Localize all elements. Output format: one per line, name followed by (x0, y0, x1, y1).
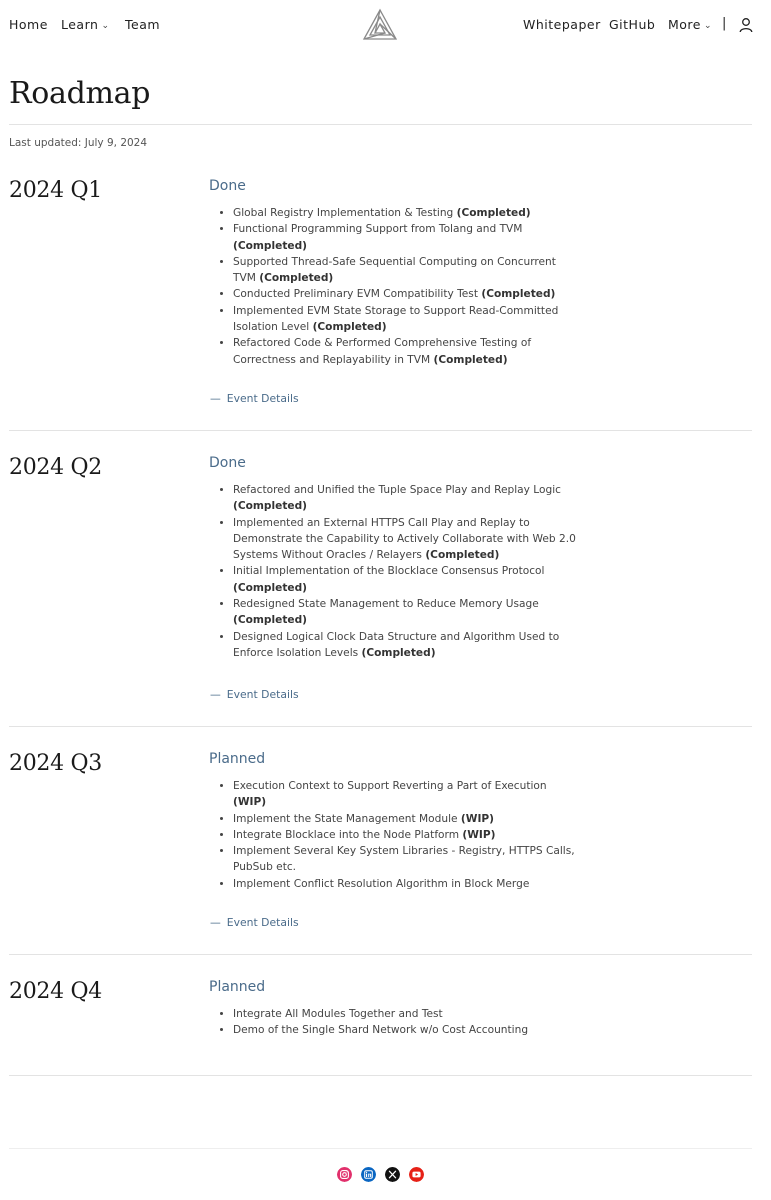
user-icon[interactable] (739, 17, 753, 33)
milestone-list (209, 1006, 578, 1039)
list-item: • Implemented an External HTTPS Call Play and Replay to Demonstrate the Capability to Actively Collaborate with Web 2.0 Systems Without Oracles / Relayers (Completed) (233, 515, 578, 564)
divider (9, 430, 752, 431)
list-item: • Conducted Preliminary EVM Compatibility Test (Completed) (233, 286, 578, 302)
list-item: • Global Registry Implementation & Testing (Completed) (233, 205, 578, 221)
nav-team[interactable]: Team (125, 17, 161, 32)
milestone-list (209, 778, 578, 892)
triangle-logo-icon[interactable] (362, 8, 398, 42)
quarter-title: 2024 Q3 (9, 751, 102, 776)
nav-more-label: More (668, 17, 701, 32)
chevron-down-icon: ⌄ (704, 21, 713, 31)
chevron-down-icon: ⌄ (101, 21, 110, 31)
divider (9, 954, 752, 955)
minus-icon: — (210, 392, 221, 405)
nav-more[interactable] (668, 17, 712, 32)
linkedin-icon[interactable] (361, 1167, 376, 1182)
top-navigation (0, 0, 771, 50)
list-item: • Implement Several Key System Libraries - Registry, HTTPS Calls, PubSub etc. (233, 843, 578, 876)
nav-home[interactable]: Home (9, 17, 48, 32)
list-item: • Refactored and Unified the Tuple Space Play and Replay Logic (Completed) (233, 482, 578, 515)
list-item: • Refactored Code & Performed Comprehensive Testing of Correctness and Replayability in TVM (Completed) (233, 335, 578, 368)
minus-icon: — (210, 916, 221, 929)
status-label: Planned (209, 751, 266, 767)
quarter-title: 2024 Q2 (9, 455, 102, 480)
list-item: • Implement Conflict Resolution Algorithm in Block Merge (233, 876, 578, 892)
list-item: • Integrate All Modules Together and Test (233, 1006, 578, 1022)
minus-icon: — (210, 688, 221, 701)
list-item: • Integrate Blocklace into the Node Platform (WIP) (233, 827, 578, 843)
instagram-icon[interactable] (337, 1167, 352, 1182)
nav-learn[interactable] (61, 17, 109, 32)
status-label: Planned (209, 979, 266, 995)
x-icon[interactable] (385, 1167, 400, 1182)
nav-github[interactable]: GitHub (609, 17, 656, 32)
footer-divider (9, 1148, 752, 1149)
divider (9, 726, 752, 727)
divider (9, 1075, 752, 1076)
list-item: • Demo of the Single Shard Network w/o Cost Accounting (233, 1022, 578, 1038)
status-label: Done (209, 178, 246, 194)
list-item: • Redesigned State Management to Reduce Memory Usage (Completed) (233, 596, 578, 629)
list-item: • Implemented EVM State Storage to Support Read-Committed Isolation Level (Completed) (233, 303, 578, 336)
nav-separator: | (722, 16, 727, 31)
list-item: • Functional Programming Support from Tolang and TVM (Completed) (233, 221, 578, 254)
milestone-list (209, 205, 578, 368)
list-item: • Initial Implementation of the Blocklace Consensus Protocol (Completed) (233, 563, 578, 596)
event-details-toggle[interactable]: — Event Details (210, 688, 299, 701)
divider (9, 124, 752, 125)
page-title: Roadmap (9, 76, 151, 111)
quarter-title: 2024 Q4 (9, 979, 102, 1004)
event-details-toggle[interactable]: — Event Details (210, 916, 299, 929)
last-updated: Last updated: July 9, 2024 (9, 137, 148, 149)
list-item: • Execution Context to Support Reverting a Part of Execution (WIP) (233, 778, 578, 811)
nav-whitepaper[interactable]: Whitepaper (523, 17, 601, 32)
quarter-title: 2024 Q1 (9, 178, 102, 203)
youtube-icon[interactable] (409, 1167, 424, 1182)
list-item: • Implement the State Management Module (WIP) (233, 811, 578, 827)
status-label: Done (209, 455, 246, 471)
list-item: • Supported Thread-Safe Sequential Computing on Concurrent TVM (Completed) (233, 254, 578, 287)
list-item: • Designed Logical Clock Data Structure and Algorithm Used to Enforce Isolation Levels (Completed) (233, 629, 578, 662)
milestone-list (209, 482, 578, 661)
event-details-toggle[interactable]: — Event Details (210, 392, 299, 405)
nav-learn-label: Learn (61, 17, 99, 32)
